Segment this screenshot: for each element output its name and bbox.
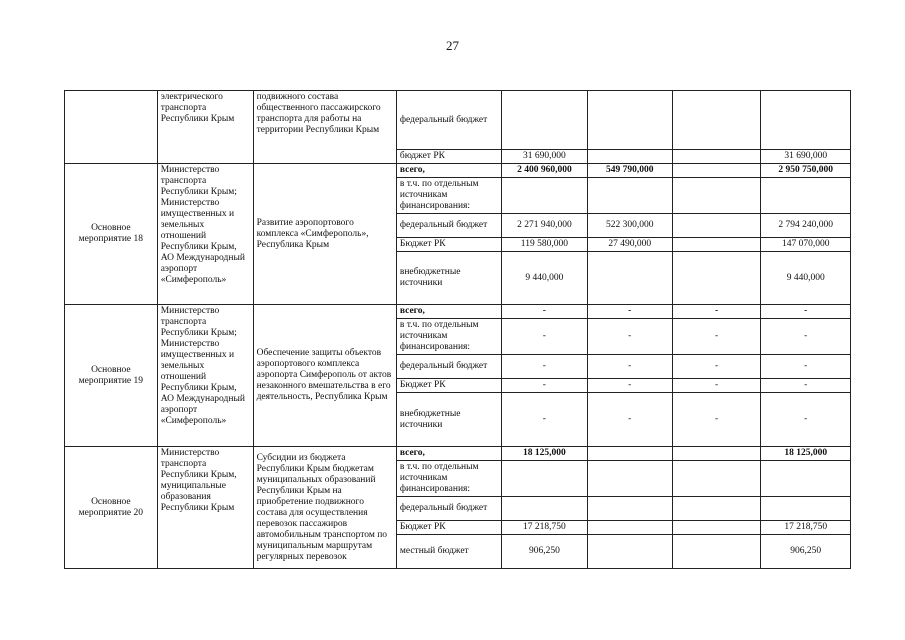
value-cell xyxy=(587,535,672,569)
description-cell: Субсидии из бюджета Республики Крым бюджетам муниципальных образований Республики Крым на приобретение подвижного состава для осуществления перевозок пассажиров автомобильным транспортом по муниципальным маршрутам регулярных перевозок xyxy=(253,447,396,569)
value-cell xyxy=(587,521,672,535)
value-cell: - xyxy=(587,393,672,447)
value-cell: 31 690,000 xyxy=(761,150,851,164)
source-label: Бюджет РК xyxy=(396,521,501,535)
value-cell: - xyxy=(761,319,851,355)
description-cell: Развитие аэропортового комплекса «Симферополь», Республика Крым xyxy=(253,164,396,305)
value-cell: - xyxy=(502,355,587,379)
value-cell: - xyxy=(502,393,587,447)
value-cell xyxy=(672,447,761,461)
table-row xyxy=(65,164,851,178)
value-cell: - xyxy=(672,355,761,379)
value-cell xyxy=(761,91,851,150)
source-label: внебюджетные источники xyxy=(396,393,501,447)
source-label: федеральный бюджет xyxy=(396,214,501,238)
value-cell: - xyxy=(587,319,672,355)
value-cell xyxy=(587,178,672,214)
value-cell: 2 794 240,000 xyxy=(761,214,851,238)
executor-cell: Министерство транспорта Республики Крым; Министерство имущественных и земельных отношений Республики Крым, АО Международный аэропорт «Симферополь» xyxy=(157,164,253,305)
value-cell: - xyxy=(672,319,761,355)
value-cell xyxy=(502,91,587,150)
value-cell xyxy=(587,91,672,150)
value-cell xyxy=(672,521,761,535)
table-row xyxy=(65,305,851,319)
value-cell: - xyxy=(502,379,587,393)
source-label: в т.ч. по отдельным источникам финансирования: xyxy=(396,319,501,355)
source-label: в т.ч. по отдельным источникам финансирования: xyxy=(396,178,501,214)
value-cell xyxy=(672,150,761,164)
value-cell: - xyxy=(502,305,587,319)
value-cell xyxy=(587,150,672,164)
source-label: всего, xyxy=(396,305,501,319)
value-cell xyxy=(672,164,761,178)
value-cell: - xyxy=(672,393,761,447)
value-cell: 17 218,750 xyxy=(761,521,851,535)
value-cell xyxy=(672,238,761,252)
value-cell: 2 271 940,000 xyxy=(502,214,587,238)
description-cell: подвижного состава общественного пассажирского транспорта для работы на территории Республики Крым xyxy=(253,91,396,164)
source-label: Бюджет РК xyxy=(396,379,501,393)
value-cell: 2 950 750,000 xyxy=(761,164,851,178)
source-label: в т.ч. по отдельным источникам финансирования: xyxy=(396,461,501,497)
value-cell xyxy=(761,178,851,214)
value-cell: 9 440,000 xyxy=(761,252,851,305)
value-cell xyxy=(587,497,672,521)
value-cell: 147 070,000 xyxy=(761,238,851,252)
value-cell xyxy=(761,461,851,497)
table-row xyxy=(65,447,851,461)
value-cell: - xyxy=(587,379,672,393)
value-cell xyxy=(672,214,761,238)
value-cell: 31 690,000 xyxy=(502,150,587,164)
executor-cell: Министерство транспорта Республики Крым, муниципальные образования Республики Крым xyxy=(157,447,253,569)
value-cell: - xyxy=(761,355,851,379)
executor-cell: Министерство транспорта Республики Крым; Министерство имущественных и земельных отношений Республики Крым, АО Международный аэропорт «Симферополь» xyxy=(157,305,253,447)
value-cell: - xyxy=(761,305,851,319)
value-cell xyxy=(672,535,761,569)
value-cell xyxy=(761,497,851,521)
value-cell: 18 125,000 xyxy=(502,447,587,461)
source-label: всего, xyxy=(396,164,501,178)
description-cell: Обеспечение защиты объектов аэропортового комплекса аэропорта Симферополь от актов незаконного вмешательства в его деятельность, Республика Крым xyxy=(253,305,396,447)
event-name: Основное мероприятие 20 xyxy=(65,447,158,569)
source-label: Бюджет РК xyxy=(396,238,501,252)
value-cell xyxy=(502,178,587,214)
value-cell: - xyxy=(587,355,672,379)
value-cell xyxy=(502,497,587,521)
source-label: внебюджетные источники xyxy=(396,252,501,305)
executor-cell: электрического транспорта Республики Крым xyxy=(157,91,253,164)
value-cell xyxy=(672,497,761,521)
source-label: всего, xyxy=(396,447,501,461)
value-cell: 119 580,000 xyxy=(502,238,587,252)
source-label: федеральный бюджет xyxy=(396,91,501,150)
value-cell: - xyxy=(761,379,851,393)
value-cell xyxy=(672,252,761,305)
value-cell: 906,250 xyxy=(761,535,851,569)
value-cell: 2 400 960,000 xyxy=(502,164,587,178)
source-label: местный бюджет xyxy=(396,535,501,569)
value-cell: - xyxy=(761,393,851,447)
value-cell: - xyxy=(672,379,761,393)
value-cell xyxy=(587,447,672,461)
value-cell xyxy=(587,252,672,305)
funding-table xyxy=(64,90,851,569)
value-cell: 549 790,000 xyxy=(587,164,672,178)
value-cell: 906,250 xyxy=(502,535,587,569)
source-label: бюджет РК xyxy=(396,150,501,164)
value-cell xyxy=(672,178,761,214)
value-cell xyxy=(502,461,587,497)
value-cell: 27 490,000 xyxy=(587,238,672,252)
value-cell xyxy=(672,461,761,497)
event-cell xyxy=(65,91,158,164)
value-cell: - xyxy=(587,305,672,319)
event-name: Основное мероприятие 19 xyxy=(65,305,158,447)
page-number: 27 xyxy=(446,38,459,53)
value-cell xyxy=(587,461,672,497)
value-cell: - xyxy=(672,305,761,319)
event-name: Основное мероприятие 18 xyxy=(65,164,158,305)
value-cell: 17 218,750 xyxy=(502,521,587,535)
source-label: федеральный бюджет xyxy=(396,355,501,379)
value-cell: 9 440,000 xyxy=(502,252,587,305)
source-label: федеральный бюджет xyxy=(396,497,501,521)
value-cell: - xyxy=(502,319,587,355)
value-cell: 18 125,000 xyxy=(761,447,851,461)
value-cell xyxy=(672,91,761,150)
value-cell: 522 300,000 xyxy=(587,214,672,238)
table-row xyxy=(65,91,851,150)
